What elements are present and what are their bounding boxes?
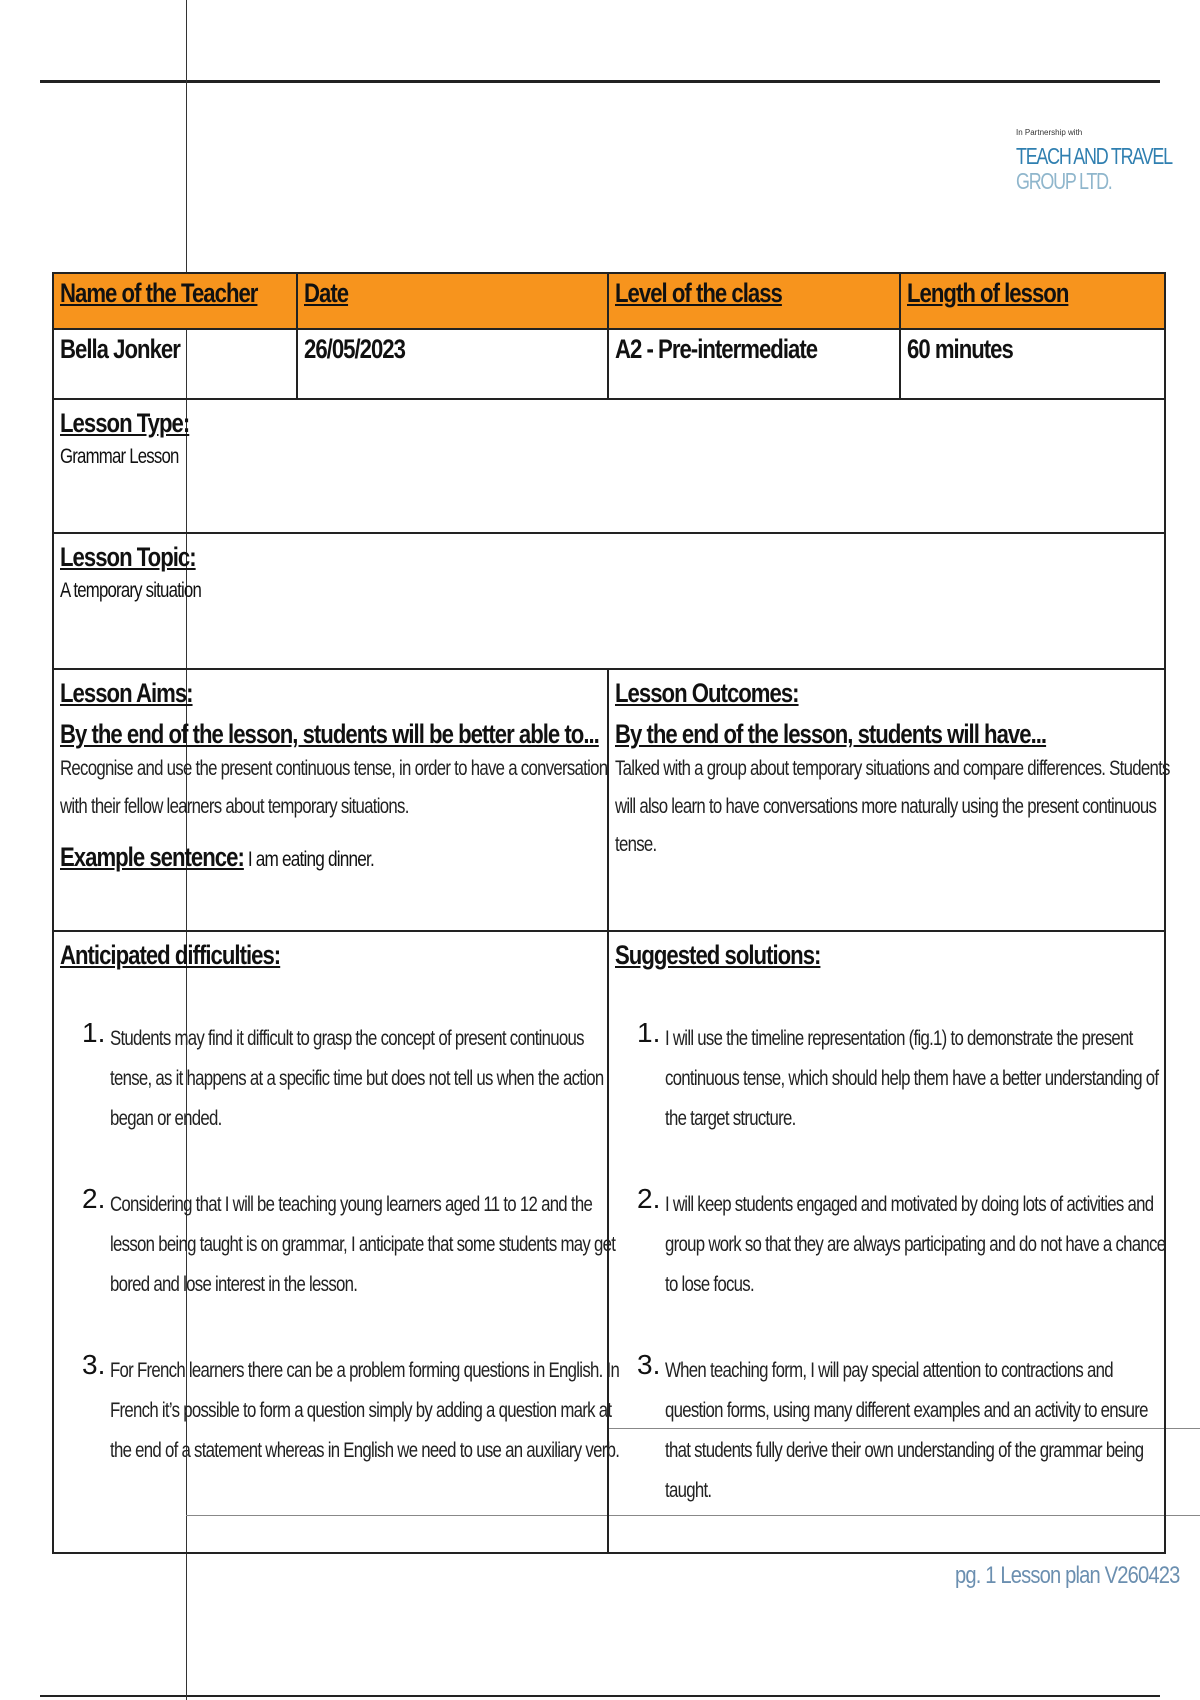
lesson-outcomes-subheading: By the end of the lesson, students will have...: [615, 719, 1047, 749]
lesson-topic-value: A temporary situation: [60, 579, 202, 602]
bottom-rule: [40, 1695, 1160, 1697]
lesson-plan-table: [52, 272, 1170, 1554]
logo-caption: In Partnership with: [1016, 128, 1083, 137]
item-line: continuous tense, which should help them have a better understanding of: [665, 1067, 1159, 1090]
length-header-cell: [900, 273, 1165, 329]
level-value-cell: [608, 329, 900, 399]
teacher-value: Bella Jonker: [60, 334, 180, 364]
teacher-header-cell: [53, 273, 297, 329]
date-label: Date: [304, 278, 349, 308]
item-text: [665, 1351, 1158, 1511]
difficulties-list: [60, 1017, 620, 1501]
header-row: [53, 273, 1165, 329]
lesson-topic-row: [53, 533, 1165, 669]
item-line: began or ended.: [110, 1107, 222, 1130]
level-header-cell: [608, 273, 900, 329]
item-line: bored and lose interest in the lesson.: [110, 1273, 358, 1296]
values-row: [53, 329, 1165, 399]
item-line: taught.: [665, 1479, 712, 1502]
length-value-cell: [900, 329, 1165, 399]
level-value: A2 - Pre-intermediate: [615, 334, 818, 364]
difficulties-cell: [53, 931, 620, 1553]
date-value: 26/05/2023: [304, 334, 405, 364]
item-text: [110, 1185, 616, 1305]
example-sentence: [60, 842, 504, 873]
list-item: [60, 1017, 604, 1169]
item-number: 2.: [637, 1183, 661, 1214]
item-text: [665, 1185, 1166, 1305]
item-number: 2.: [82, 1183, 106, 1214]
level-label: Level of the class: [615, 278, 782, 308]
outcomes-line: will also learn to have conversations more naturally using the present continuous: [615, 795, 1157, 818]
logo-line-2: GROUP LTD.: [1016, 168, 1112, 194]
lesson-aims-subheading: By the end of the lesson, students will be better able to...: [60, 719, 599, 749]
item-number: 3.: [82, 1349, 106, 1380]
item-line: lesson being taught is on grammar, I anticipate that some students may get: [110, 1233, 616, 1256]
item-line: that students fully derive their own understanding of the grammar being: [665, 1439, 1144, 1462]
item-line: the target structure.: [665, 1107, 796, 1130]
item-line: tense, as it happens at a specific time but does not tell us when the action: [110, 1067, 604, 1090]
list-item: [60, 1349, 620, 1501]
item-text: [110, 1351, 620, 1471]
item-text: [110, 1019, 604, 1139]
solutions-cell: [608, 931, 1165, 1553]
aims-line: Recognise and use the present continuous tense, in order to have a conversation: [60, 757, 608, 780]
item-line: to lose focus.: [665, 1273, 754, 1296]
lesson-aims-cell: [53, 669, 608, 931]
item-line: group work so that they are always participating and do not have a chance: [665, 1233, 1166, 1256]
item-number: 3.: [637, 1349, 661, 1380]
lesson-aims-text: [60, 750, 608, 826]
page-footer: pg. 1 Lesson plan V260423: [955, 1562, 1180, 1589]
lesson-type-heading: Lesson Type:: [60, 408, 190, 438]
item-line: When teaching form, I will pay special attention to contractions and: [665, 1359, 1113, 1382]
solutions-heading: Suggested solutions:: [615, 940, 821, 970]
item-line: question forms, using many different examples and an activity to ensure: [665, 1399, 1148, 1422]
partner-logo: [1016, 128, 1172, 194]
lesson-type-row: [53, 399, 1165, 533]
list-item: [615, 1351, 1158, 1511]
date-header-cell: [297, 273, 608, 329]
list-item: [615, 1183, 1166, 1335]
solutions-list: [615, 1017, 1166, 1511]
list-item: [60, 1183, 616, 1335]
lesson-outcomes-heading: Lesson Outcomes:: [615, 678, 799, 708]
teacher-label: Name of the Teacher: [60, 278, 258, 308]
item-line: French it’s possible to form a question simply by adding a question mark at: [110, 1399, 612, 1422]
list-item: [615, 1019, 1158, 1169]
length-value: 60 minutes: [907, 334, 1013, 364]
length-label: Length of lesson: [907, 278, 1069, 308]
aims-line: with their fellow learners about temporary situations.: [60, 795, 409, 818]
lesson-type-cell: [53, 399, 1165, 533]
aims-outcomes-row: [53, 669, 1165, 931]
lesson-topic-heading: Lesson Topic:: [60, 542, 196, 572]
date-value-cell: [297, 329, 608, 399]
item-line: For French learners there can be a problem forming questions in English. In: [110, 1359, 620, 1382]
outcomes-line: tense.: [615, 833, 657, 856]
item-number: 1.: [637, 1017, 661, 1048]
item-line: the end of a statement whereas in English we need to use an auxiliary verb.: [110, 1439, 620, 1462]
item-number: 1.: [82, 1017, 106, 1048]
teacher-value-cell: [53, 329, 297, 399]
outcomes-line: Talked with a group about temporary situations and compare differences. Students: [615, 757, 1170, 780]
top-rule: [40, 80, 1160, 83]
example-label: Example sentence:: [60, 842, 244, 872]
item-line: I will use the timeline representation (fig.1) to demonstrate the present: [665, 1027, 1133, 1050]
item-text: [665, 1019, 1158, 1139]
lesson-aims-heading: Lesson Aims:: [60, 678, 193, 708]
lesson-outcomes-text: [615, 750, 1170, 864]
item-line: Considering that I will be teaching young learners aged 11 to 12 and the: [110, 1193, 593, 1216]
lesson-type-value: Grammar Lesson: [60, 445, 179, 468]
difficulties-heading: Anticipated difficulties:: [60, 940, 281, 970]
difficulties-solutions-row: [53, 931, 1165, 1553]
lesson-topic-cell: [53, 533, 1165, 669]
logo-line-1: TEACH AND TRAVEL: [1016, 143, 1172, 169]
item-line: I will keep students engaged and motivated by doing lots of activities and: [665, 1193, 1154, 1216]
example-text: I am eating dinner.: [243, 848, 374, 871]
lesson-outcomes-cell: [608, 669, 1170, 931]
item-line: Students may find it difficult to grasp the concept of present continuous: [110, 1027, 584, 1050]
